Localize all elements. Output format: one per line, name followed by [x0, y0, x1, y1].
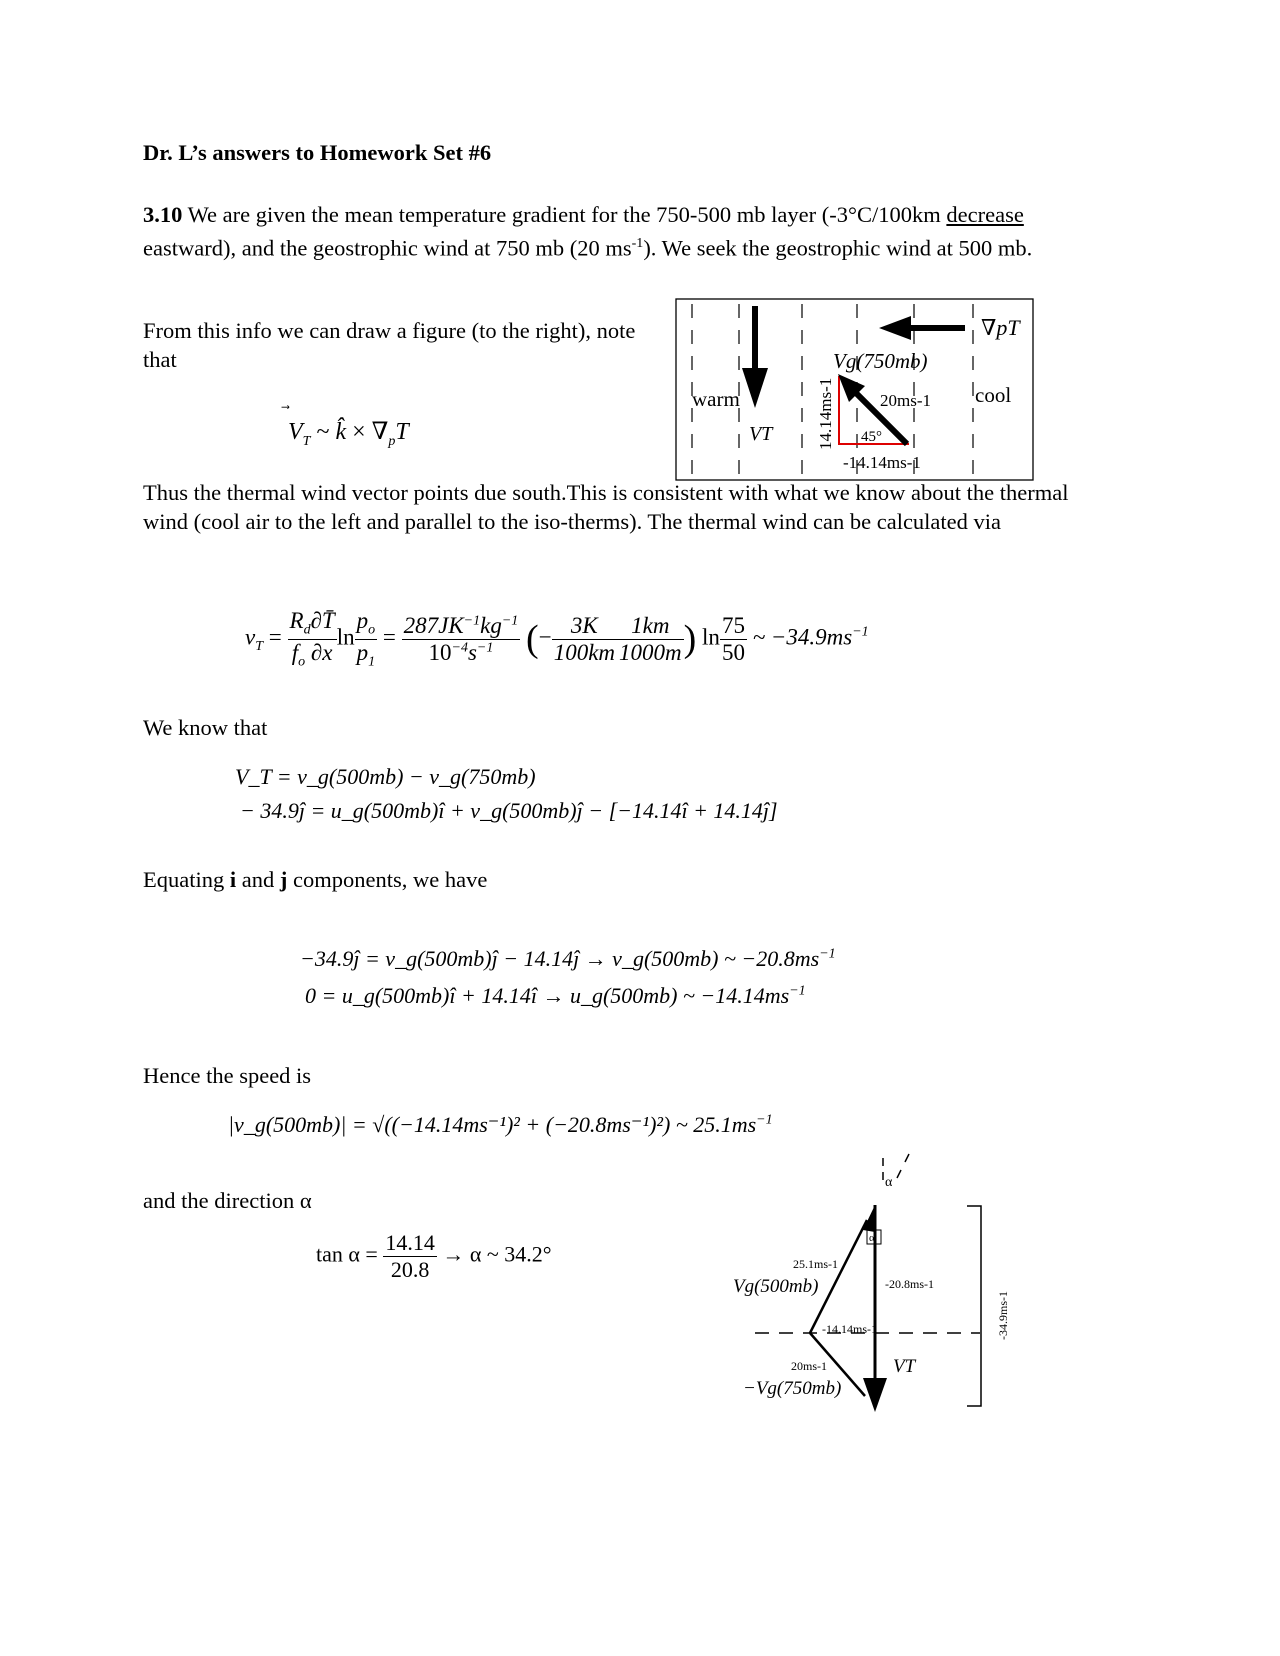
grad-label: ∇pT [981, 315, 1020, 340]
alpha-small-label: α [885, 1175, 893, 1190]
vg750-label: Vg(750mb) [833, 349, 928, 373]
problem-number: 3.10 [143, 202, 183, 227]
total-label: -34.9ms-1 [996, 1291, 1010, 1340]
thermal-south-paragraph: Thus the thermal wind vector points due south.This is consistent with what we know about the thermal wind (cool air to the left and parallel to the iso-therms). The thermal wind can be calculated via [143, 480, 1069, 534]
we-know-text: We know that [143, 715, 268, 740]
angle-label: 45° [861, 429, 882, 445]
thermal-wind-equation: $v_T$ = $\frac{R_d\partial T̄}{f_o \partial x}$ ln $\frac{p_o}{p_1}$ = $\frac{287JK^{-1}kg^{-1}}{10^{-4}s^{-1}}$ (− $\frac{3K}{100km}$ $\frac{1km}{1000m}$ ) ln $\frac{75}{50}$ ~ $-34.9ms^{-1}$ [245, 608, 869, 670]
eq1-grad-num: 3K [552, 613, 617, 640]
eq3-line1-text: −34.9ĵ = v_g(500mb)ĵ − 14.14ĵ → v_g(500mb) ~ −20.8ms [300, 946, 820, 971]
eq1-s-exp: −1 [476, 639, 494, 655]
eq1-lhs-sub: T [255, 638, 264, 654]
eq5-lhs: tan α = [316, 1241, 378, 1267]
speed500-label: 25.1ms-1 [793, 1257, 838, 1271]
figure-vector-diagram [725, 1150, 1025, 1420]
equating-prefix: Equating [143, 867, 230, 892]
eq3-line2-exp: −1 [789, 983, 806, 999]
pressure-gradient-arrow [879, 316, 965, 340]
equating-suffix: components, we have [287, 867, 488, 892]
eq4-speed [228, 1112, 773, 1138]
eq4-exp: −1 [756, 1112, 773, 1128]
eq5-result: → α ~ 34.2° [442, 1241, 552, 1267]
intro-text-1: We are given the mean temperature gradient for the 750-500 mb layer (-3°C/100km [182, 202, 947, 227]
eq1-grad-den: 100km [553, 639, 616, 665]
eq1-const-exp: −1 [463, 612, 481, 628]
eq1-const: 287JK [403, 612, 464, 638]
intro-exponent: -1 [631, 236, 644, 251]
thermal-wind-relation: V $_T$ ~ k̂ × $\nabla_pT$ [288, 419, 409, 449]
equating-mid: and [236, 867, 280, 892]
intro-underlined: decrease [946, 202, 1024, 227]
eq5-num: 14.14 [385, 1230, 435, 1255]
v-comp-label: -20.8ms-1 [885, 1277, 934, 1291]
speed-20-label: 20ms-1 [880, 391, 931, 410]
eq2-line2: − 34.9ĵ = u_g(500mb)î + v_g(500mb)ĵ − [−14.14î + 14.14ĵ] [240, 798, 778, 823]
figure-thermal-wind-setup [675, 298, 1035, 482]
eq1-conv-num: 1km [617, 613, 684, 640]
neg-speed-label: 20ms-1 [791, 1359, 827, 1373]
alpha-label: α [869, 1232, 875, 1244]
intro-text-3: ). We seek the geostrophic wind at 500 mb. [643, 235, 1033, 261]
vt-label-2: VT [893, 1356, 916, 1377]
cool-label: cool [975, 383, 1012, 407]
eq1-kg-exp: −1 [501, 612, 519, 628]
intro-text-2: eastward), and the geostrophic wind at 750 mb (20 ms [143, 235, 632, 261]
warm-label: warm [692, 387, 740, 411]
eq3-line1 [300, 946, 836, 972]
eq5-den: 20.8 [390, 1257, 430, 1282]
vt-label: VT [749, 423, 773, 445]
vg500-label: Vg(500mb) [733, 1276, 819, 1297]
neg-vg750-label: −Vg(750mb) [743, 1378, 842, 1399]
eq3-line2 [305, 983, 806, 1009]
eq1-ln-2: ln [702, 624, 720, 650]
eq1-p-den: 50 [721, 639, 745, 665]
eq1-conv-den: 1000m [619, 639, 682, 665]
eq2-line1: V_T = v_g(500mb) − v_g(750mb) [235, 764, 536, 789]
eq1-result: ~ −34.9ms [752, 624, 853, 650]
eq4-text: |v_g(500mb)| = √((−14.14ms⁻¹)² + (−20.8ms⁻¹)²) ~ 25.1ms [228, 1112, 757, 1137]
side-horizontal-label: -14.14ms-1 [843, 453, 921, 472]
eq1-coriolis: 10 [428, 639, 452, 665]
thermal-wind-arrow [742, 306, 768, 408]
u-comp-label: -14.14ms-1 [822, 1322, 877, 1336]
equating-j: j [279, 867, 288, 892]
total-bracket [967, 1206, 981, 1406]
side-vertical-label: 14.14ms-1 [816, 377, 835, 450]
intro-paragraph [143, 200, 1073, 263]
eq3-line1-exp: −1 [819, 946, 836, 962]
eq3-line2-text: 0 = u_g(500mb)î + 14.14î → u_g(500mb) ~ −14.14ms [305, 983, 790, 1008]
eq1-coriolis-exp: −4 [451, 639, 468, 655]
equating-text [143, 865, 487, 894]
eq1-kg: kg [480, 612, 502, 638]
eq5-direction [316, 1230, 552, 1283]
eq1-result-exp: −1 [852, 624, 869, 640]
equating-i: i [229, 867, 237, 892]
eq1-s: s [467, 639, 477, 665]
direction-label: and the direction α [143, 1188, 312, 1213]
eq1-ln: ln [336, 624, 355, 650]
figure-intro: From this info we can draw a figure (to the right), note that [143, 318, 636, 372]
eq1-lhs: v [245, 624, 256, 650]
eq1-p-num: 75 [721, 612, 745, 638]
page-title: Dr. L’s answers to Homework Set #6 [143, 140, 492, 165]
speed-label: Hence the speed is [143, 1063, 312, 1088]
